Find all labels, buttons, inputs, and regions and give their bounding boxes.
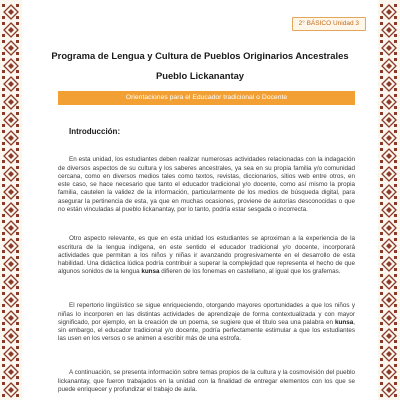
left-decorative-border — [0, 0, 22, 400]
paragraph-1: En esta unidad, los estudiantes deben realizar numerosas actividades relacionadas con la indagación de diversos aspectos de su cultura y los saberes ancestrales, ya sea en su propia familia y/o comunidad cercana, como en diversos medios tales como textos, revistas, diccionarios, sitios web entre otros, en este caso, se hace necesario que tanto el educador tradicional y/o docente, como así mismo la propia familia, cautelen la validez de la información, particularmente de los medios de búsqueda digital, para asegurar la pertinencia de esta, ya que en muchas ocasiones, proviene de autorías desconocidas o que no están vinculadas al pueblo lickanantay, por lo tanto, podría estar sesgada o incorrecta. — [58, 156, 355, 214]
paragraph-2-text-end: difieren de los fonemas en castellano, al igual que los grafemas. — [159, 268, 341, 276]
unit-badge: 2° BÁSICO Unidad 3 — [292, 17, 366, 31]
kunsa-term: kunsa — [141, 268, 160, 276]
kunsa-term: kunsa — [335, 318, 354, 326]
page-title: Programa de Lengua y Cultura de Pueblos Originarios Ancestrales — [51, 50, 349, 61]
section-banner: Orientaciones para el Educador tradicional o Docente — [58, 91, 355, 105]
paragraph-2 — [58, 235, 355, 276]
paragraph-3-text: El repertorio lingüístico se sigue enriqueciendo, otorgando mayores oportunidades a que los niños y niñas lo incorporen en las distintas actividades de aprendizaje de forma contextualizada y con mayor significado, por ejemplo, en la creación de un poema, se sugiere que el título sea una palabra en — [58, 302, 355, 326]
page-subtitle: Pueblo Lickanantay — [155, 70, 245, 81]
pattern-icon — [0, 0, 22, 400]
intro-heading: Introducción: — [69, 127, 121, 136]
paragraph-2-text: Otro aspecto relevante, es que en esta unidad los estudiantes se aproximan a la experiencia de la escritura de la lengua indígena, en este sentido el educador tradicional y/o docente, incorporará actividades que permitan a los niños y niñas ir avanzando progresivamente en el desarrollo de esta habilidad. Una didáctica lúdica podría contribuir a superar la complejidad que representa el hecho de que algunos sonidos de la lengua — [58, 235, 355, 276]
paragraph-3-text-end: , sin embargo, el educador tradicional y/o docente, podría perfectamente estimular a que los estudiantes las usen en los versos o se animen a escribir más de una estrofa. — [58, 318, 355, 343]
right-decorative-border — [378, 0, 400, 400]
pattern-icon — [378, 0, 400, 400]
paragraph-4: A continuación, se presenta información sobre temas propios de la cultura y la cosmovisión del pueblo lickanantay, que fueron trabajados en la unidad con la finalidad de entregar elementos con los que se puede enriquecer y profundizar el trabajo de aula. — [58, 369, 355, 393]
paragraph-3 — [58, 302, 355, 343]
